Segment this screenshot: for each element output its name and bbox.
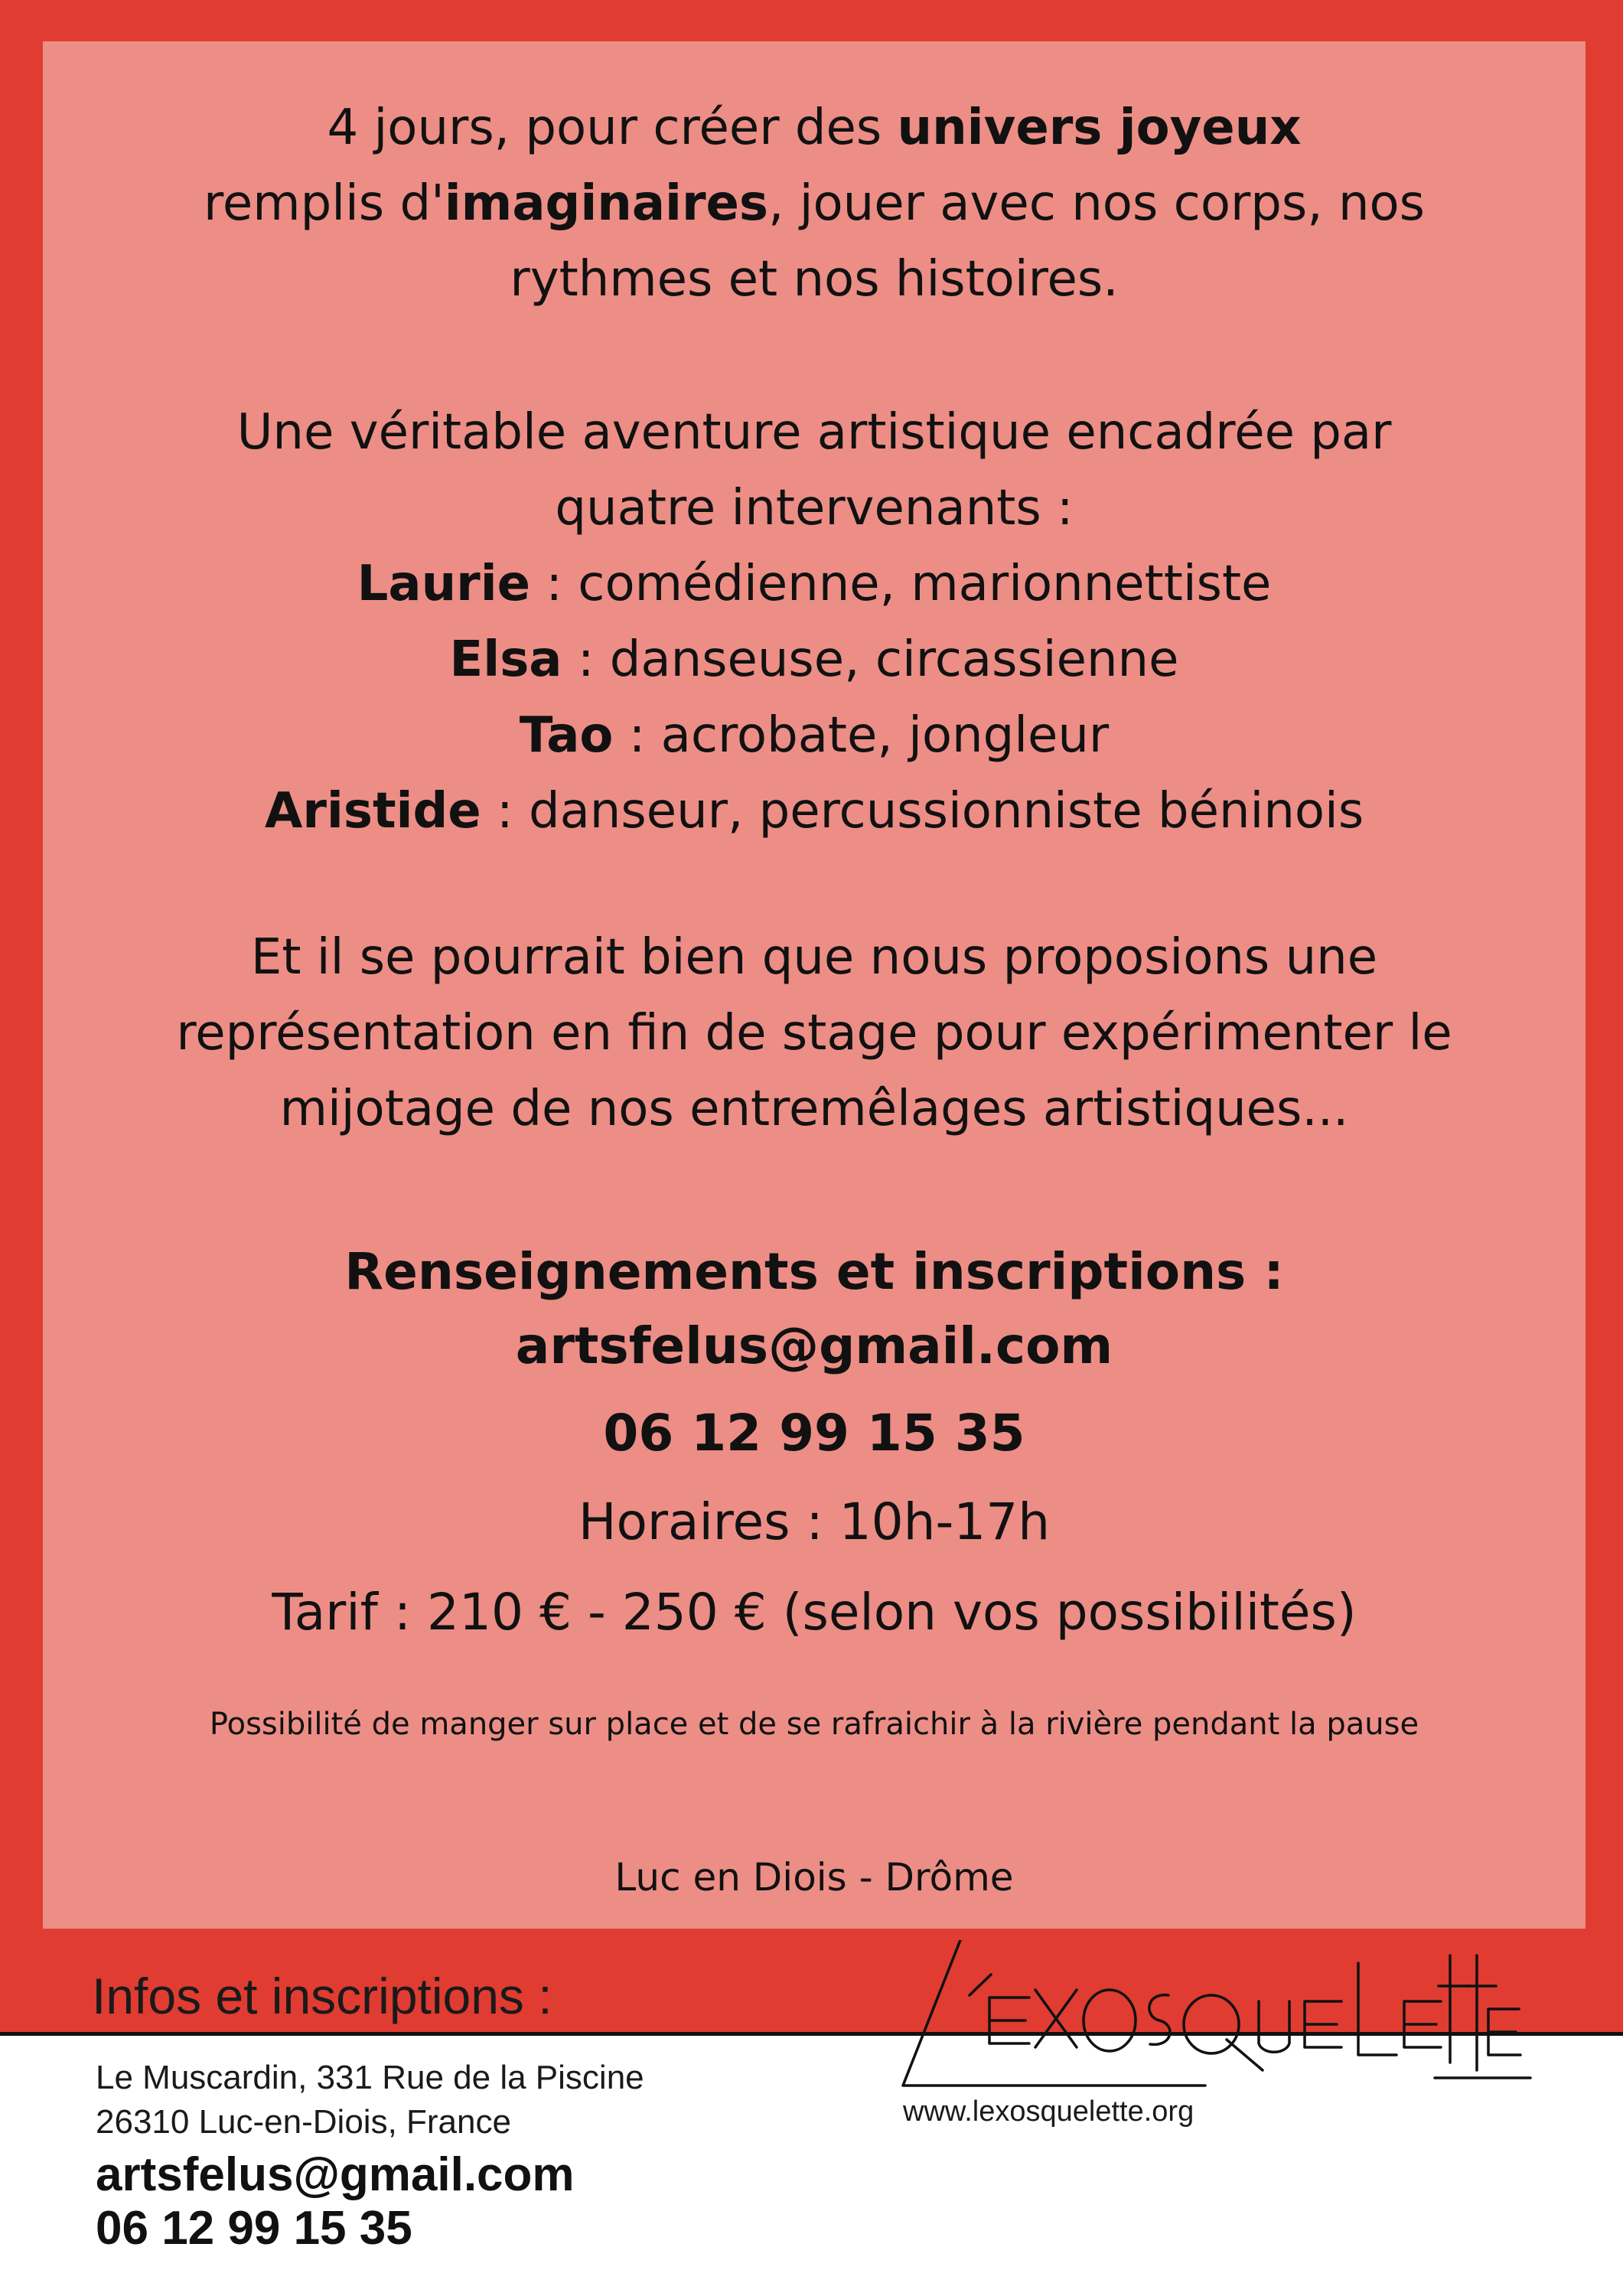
member-name: Tao (519, 707, 614, 764)
footer-address-line-2: 26310 Luc-en-Diois, France (96, 2103, 511, 2141)
show-line-3: mijotage de nos entremêlages artistiques... (279, 1081, 1349, 1137)
member-role: : acrobate, jongleur (613, 707, 1110, 764)
member-role: : danseuse, circassienne (562, 631, 1179, 688)
contact-heading: Renseignements et inscriptions : (344, 1242, 1284, 1301)
lexosquelette-logo (899, 1940, 1534, 2097)
content-panel (43, 41, 1586, 1929)
show-paragraph (43, 920, 1586, 1147)
member-name: Elsa (449, 631, 562, 688)
footer-phone[interactable]: 06 12 99 15 35 (96, 2202, 412, 2255)
team-member-elsa (43, 622, 1586, 698)
meal-note: Possibilité de manger sur place et de se rafraichir à la rivière pendant la pause (209, 1707, 1419, 1742)
footer-title: Infos et inscriptions : (92, 1968, 552, 2024)
contact-phone[interactable]: 06 12 99 15 35 (603, 1404, 1025, 1463)
intro-emphasis-univers: univers joyeux (897, 99, 1302, 156)
team-paragraph (43, 395, 1586, 850)
intro-paragraph (43, 90, 1586, 318)
website-link[interactable]: www.lexosquelette.org (903, 2095, 1194, 2128)
member-role: : danseur, percussionniste béninois (481, 783, 1364, 840)
intro-line-1: 4 jours, pour créer des univers joyeux (327, 99, 1302, 156)
member-name: Aristide (264, 783, 481, 840)
team-member-laurie (43, 546, 1586, 622)
intro-line-2: remplis d'imaginaires, jouer avec nos corps, nos (203, 175, 1426, 232)
location-text: Luc en Diois - Drôme (614, 1855, 1014, 1900)
opening-hours: Horaires : 10h-17h (578, 1492, 1051, 1551)
member-role: : comédienne, marionnettiste (530, 556, 1272, 612)
intro-line-3: rythmes et nos histoires. (510, 251, 1119, 308)
footer-email[interactable]: artsfelus@gmail.com (96, 2148, 575, 2201)
price-info: Tarif : 210 € - 250 € (selon vos possibilités) (272, 1583, 1357, 1642)
team-line-1: Une véritable aventure artistique encadrée par (236, 404, 1392, 461)
team-line-2: quatre intervenants : (555, 480, 1074, 536)
intro-emphasis-imaginaires: imaginaires (444, 175, 769, 232)
footer-address-line-1: Le Muscardin, 331 Rue de la Piscine (96, 2059, 644, 2096)
member-name: Laurie (357, 556, 531, 612)
show-line-1: Et il se pourrait bien que nous proposions une (250, 929, 1378, 986)
team-member-tao (43, 698, 1586, 774)
show-line-2: représentation en fin de stage pour expérimenter le (176, 1005, 1452, 1062)
team-member-aristide (43, 774, 1586, 850)
contact-email[interactable]: artsfelus@gmail.com (515, 1316, 1113, 1375)
